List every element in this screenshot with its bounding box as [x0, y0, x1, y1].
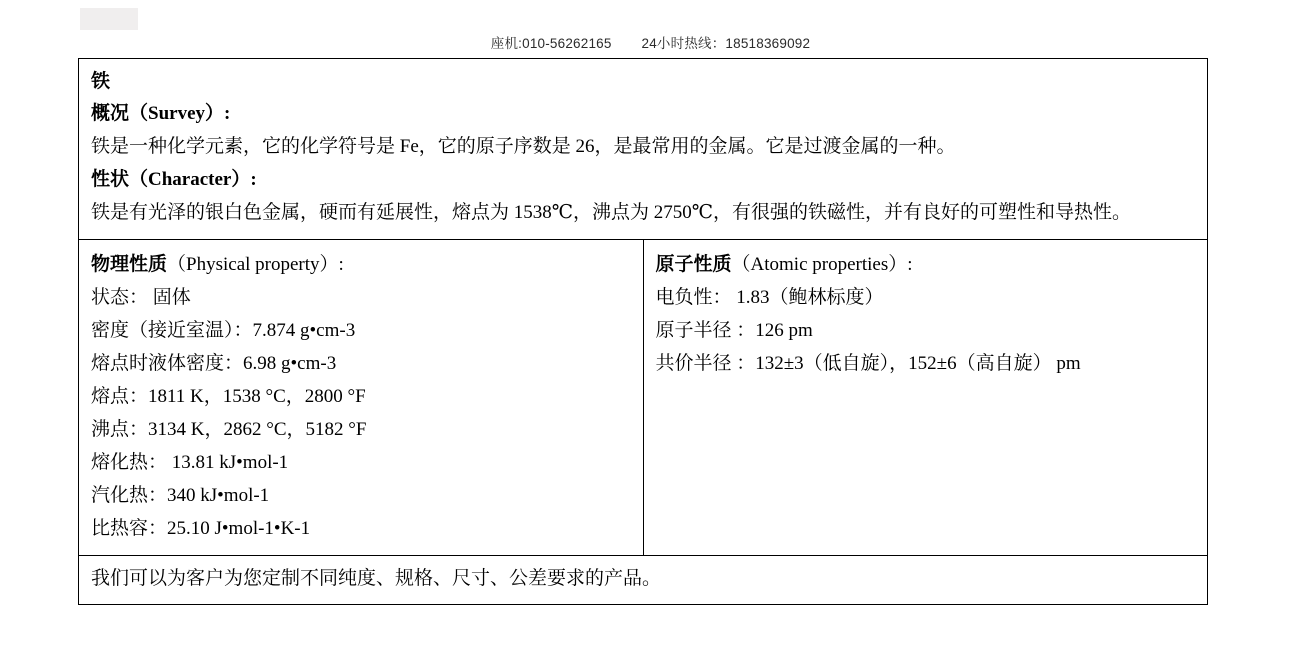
survey-text: 铁是一种化学元素，它的化学符号是 Fe，它的原子序数是 26，是最常用的金属。它是过渡金属的一种。	[91, 136, 956, 157]
character-heading-en: （Character）:	[129, 169, 257, 190]
list-item: 密度（接近室温）：7.874 g•cm-3	[91, 320, 356, 341]
character-text: 铁是有光泽的银白色金属，硬而有延展性，熔点为 1538℃，沸点为 2750℃，有很强的铁磁性，并有良好的可塑性和导热性。	[91, 202, 1132, 223]
phone-label: 座机:010-56262165	[490, 36, 612, 51]
list-item: 电负性： 1.83（鲍林标度）	[655, 287, 884, 308]
footer-note: 我们可以为客户为您定制不同纯度、规格、尺寸、公差要求的产品。	[91, 568, 662, 589]
element-info-table	[78, 58, 1208, 605]
list-item: 沸点：3134 K，2862 °C，5182 °F	[91, 419, 367, 440]
physical-heading	[91, 248, 631, 281]
list-item: 原子半径 ：126 pm	[655, 320, 813, 341]
physical-heading-cn: 物理性质	[91, 254, 168, 275]
table-row-footer	[79, 556, 1208, 605]
hotline-label: 24小时热线：18518369092	[641, 36, 811, 51]
list-item: 熔点：1811 K，1538 °C，2800 °F	[91, 386, 366, 407]
contact-bar	[0, 32, 1301, 52]
overview-cell	[79, 59, 1208, 240]
survey-heading	[91, 97, 1195, 130]
atomic-heading-en: （Atomic properties）:	[731, 254, 913, 275]
survey-heading-en: （Survey）:	[129, 103, 231, 124]
list-item: 熔化热： 13.81 kJ•mol-1	[91, 452, 289, 473]
list-item: 比热容：25.10 J•mol-1•K-1	[91, 518, 311, 539]
footer-note-cell	[79, 556, 1208, 605]
survey-heading-cn: 概况	[91, 103, 130, 124]
element-title: 铁	[91, 71, 111, 92]
table-row-overview	[79, 59, 1208, 240]
table-row-properties	[79, 240, 1208, 556]
physical-properties-cell	[79, 240, 644, 556]
list-item: 状态： 固体	[91, 287, 191, 308]
physical-heading-en: （Physical property）:	[167, 254, 344, 275]
atomic-heading	[656, 248, 1196, 281]
atomic-properties-cell	[643, 240, 1208, 556]
character-heading	[91, 163, 1195, 196]
logo-placeholder	[80, 8, 138, 30]
list-item: 熔点时液体密度：6.98 g•cm-3	[91, 353, 337, 374]
list-item: 共价半径 ：132±3（低自旋），152±6（高自旋） pm	[655, 353, 1081, 374]
atomic-heading-cn: 原子性质	[655, 254, 732, 275]
character-heading-cn: 性状	[91, 169, 130, 190]
list-item: 汽化热：340 kJ•mol-1	[91, 485, 270, 506]
